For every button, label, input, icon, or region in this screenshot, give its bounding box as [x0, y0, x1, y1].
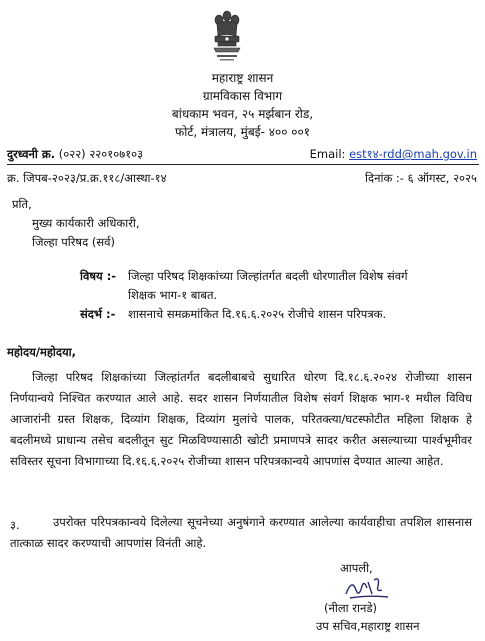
recipient-line-1: मुख्य कार्यकारी अधिकारी,	[32, 216, 140, 230]
email-link[interactable]: est१४-rdd@mah.gov.in	[349, 147, 477, 161]
state-emblem-icon	[209, 8, 245, 64]
subject-label: विषय :-	[80, 269, 117, 283]
phone-line	[7, 146, 143, 162]
salutation: महोदय/महोदया,	[7, 345, 77, 359]
reference-label: संदर्भ :-	[80, 307, 116, 321]
phone-value: (०२२) २२०१०७१०३	[55, 147, 144, 161]
signatory-designation: उप सचिव,महाराष्ट्र शासन	[316, 619, 420, 633]
ministry-name: महाराष्ट्र शासन	[211, 71, 274, 85]
department-name: ग्रामविकास विभाग	[202, 89, 283, 103]
letter-date: दिनांक :- ६ ऑगस्ट, २०२५	[365, 171, 477, 185]
address-line-2: फोर्ट, मंत्रालय, मुंबई- ४०० ००१	[175, 125, 310, 139]
subject-line-2: शिक्षक भाग-१ बाबत.	[128, 288, 218, 302]
recipient-prati: प्रति,	[12, 197, 32, 211]
signature-icon	[342, 572, 394, 602]
header-divider	[7, 164, 479, 165]
letter-number: क्र. जिपब-२०२३/प्र.क्र.११८/आस्था-१४	[7, 171, 167, 185]
paragraph-number: ३.	[10, 518, 20, 532]
body-paragraph-1: जिल्हा परिषद शिक्षकांच्या जिल्हांतर्गत बदलीबाबचे सुधारित धोरण दि.१८.६.२०२४ रोजीच्या शासन निर्णयान्वये निश्चित करण्यात आले आहे. सदर शासन निर्णयातील विशेष संवर्ग शिक्षक भाग-१ मधील विविध आजारांनी ग्रस्त शिक्षक, दिव्यांग शिक्षक, दिव्यांग मुलांचे पालक, परितक्त्या/घटस्फोटीत महिला शिक्षक हे बदलीमध्ये प्राधान्य तसेच बदलीतून सुट मिळविण्यासाठी खोटी प्रमाणपत्रे सादर करीत असल्याच्या पार्श्वभूमीवर सविस्तर सूचना विभागाच्या दि.१६.६.२०२५ रोजीच्या शासन परिपत्रकान्वये आपणांस देण्यात आल्या आहेत.	[10, 370, 472, 468]
recipient-line-2: जिल्हा परिषद (सर्व)	[32, 235, 115, 249]
email-line	[310, 146, 477, 162]
body-paragraph-2: उपरोक्त परिपत्रकान्वये दिलेल्या सूचनेच्या अनुषंगाने करण्यात आलेल्या कार्यवाहीचा तपशिल शासनास तात्काळ सादर करण्याची आपणांस विनंती आहे.	[10, 515, 472, 550]
address-line-1: बांधकाम भवन, २५ मर्झबान रोड,	[171, 107, 314, 121]
reference-text: शासनाचे समक्रमांकित दि.१६.६.२०२५ रोजीचे शासन परिपत्रक.	[128, 307, 387, 321]
phone-label: दुरध्वनी क्र.	[7, 147, 56, 161]
email-label: Email:	[309, 147, 350, 161]
closing-word: आपली,	[340, 561, 373, 575]
signatory-name: (नीला रानडे)	[324, 601, 377, 615]
subject-line-1: जिल्हा परिषद शिक्षकांच्या जिल्हांतर्गत बदली धोरणातील विशेष संवर्ग	[128, 269, 408, 283]
